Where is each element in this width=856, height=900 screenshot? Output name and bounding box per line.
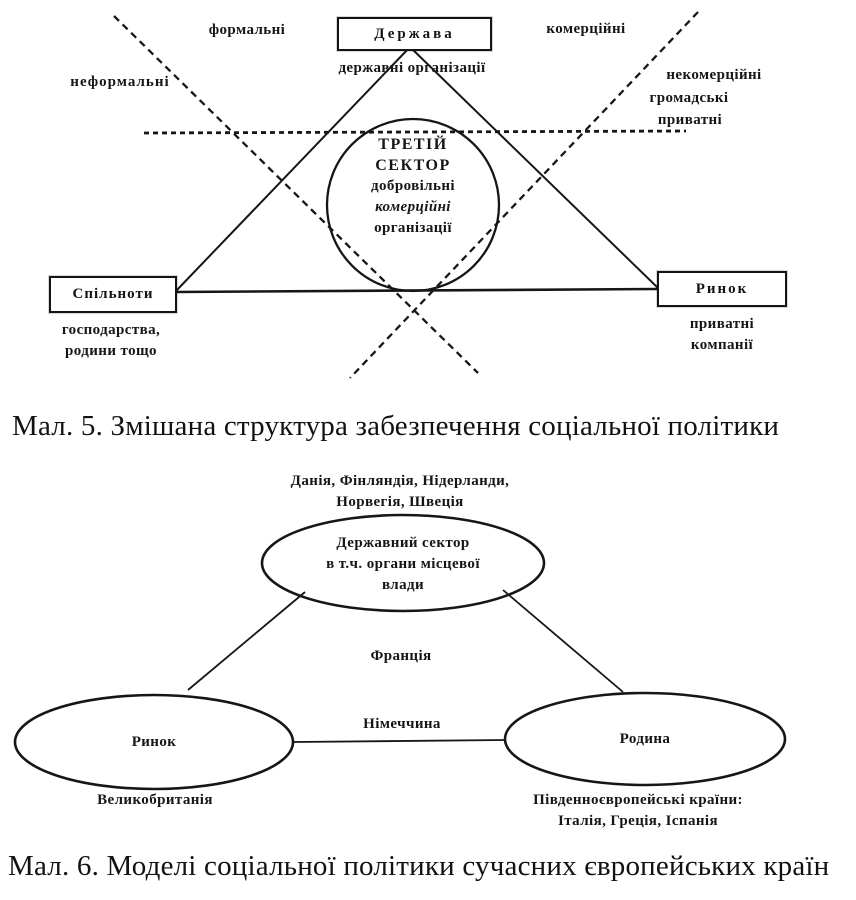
label-germany: Німеччина xyxy=(363,716,441,732)
third-sector-title-line2: СЕКТОР xyxy=(375,157,451,174)
market-sublabel-line2: компанії xyxy=(690,337,754,353)
communities-box-label: Спільноти xyxy=(72,286,154,302)
nordic-countries-line1: Данія, Фінляндія, Нідерланди, xyxy=(290,473,510,489)
label-private-top: приватні xyxy=(657,112,723,128)
label-commercial: комерційні xyxy=(546,21,626,37)
label-south-europe-line2: Італія, Греція, Іспанія xyxy=(557,813,718,829)
connector-state-family xyxy=(503,590,623,692)
third-sector-line1: добровільні xyxy=(371,178,455,194)
label-south-europe xyxy=(488,790,788,832)
state-sector-line2: в т.ч. органи місцевої xyxy=(326,556,480,572)
state-box xyxy=(337,17,492,51)
label-formal: формальні xyxy=(208,22,286,38)
market-box xyxy=(657,271,787,307)
market-sublabel-line1: приватні xyxy=(689,316,755,332)
state-sector-line3: влади xyxy=(381,577,425,593)
label-informal: неформальні xyxy=(70,74,170,90)
nordic-countries-line2: Норвегія, Швеція xyxy=(336,494,464,510)
family-ellipse-label: Родина xyxy=(619,731,671,747)
state-box-label: Держава xyxy=(374,25,455,42)
connector-state-market xyxy=(188,592,305,690)
market-ellipse-label: Ринок xyxy=(131,734,177,750)
label-public: громадські xyxy=(649,90,729,106)
communities-box xyxy=(49,276,177,313)
nordic-countries-label xyxy=(250,471,550,513)
communities-sublabel-line2: родини тощо xyxy=(65,343,157,359)
third-sector-title-line1: ТРЕТІЙ xyxy=(378,136,448,153)
label-state-organizations: державні організації xyxy=(338,60,486,76)
figure5-caption: Мал. 5. Змішана структура забезпечення соціальної політики xyxy=(12,410,780,442)
dashed-horizontal xyxy=(144,131,686,133)
state-sector-line1: Державний сектор xyxy=(336,535,470,551)
communities-sublabel-line1: господарства, xyxy=(61,322,161,338)
state-sector-text xyxy=(283,533,523,596)
figure6-caption: Мал. 6. Моделі соціальної політики сучасних європейських країн xyxy=(8,850,830,882)
label-noncommercial: некомерційні xyxy=(666,67,762,83)
third-sector-line3: організації xyxy=(374,220,452,236)
market-sublabel xyxy=(647,314,797,356)
label-france: Франція xyxy=(370,648,432,664)
third-sector-line2: комерційні xyxy=(375,199,451,215)
label-uk: Великобританія xyxy=(97,792,213,808)
figure6-diagram xyxy=(0,460,856,840)
market-box-label: Ринок xyxy=(695,280,749,297)
communities-sublabel xyxy=(36,320,186,362)
third-sector-text xyxy=(328,134,498,239)
label-south-europe-line1: Південноєвропейські країни: xyxy=(533,792,743,808)
connector-market-family xyxy=(294,740,505,742)
